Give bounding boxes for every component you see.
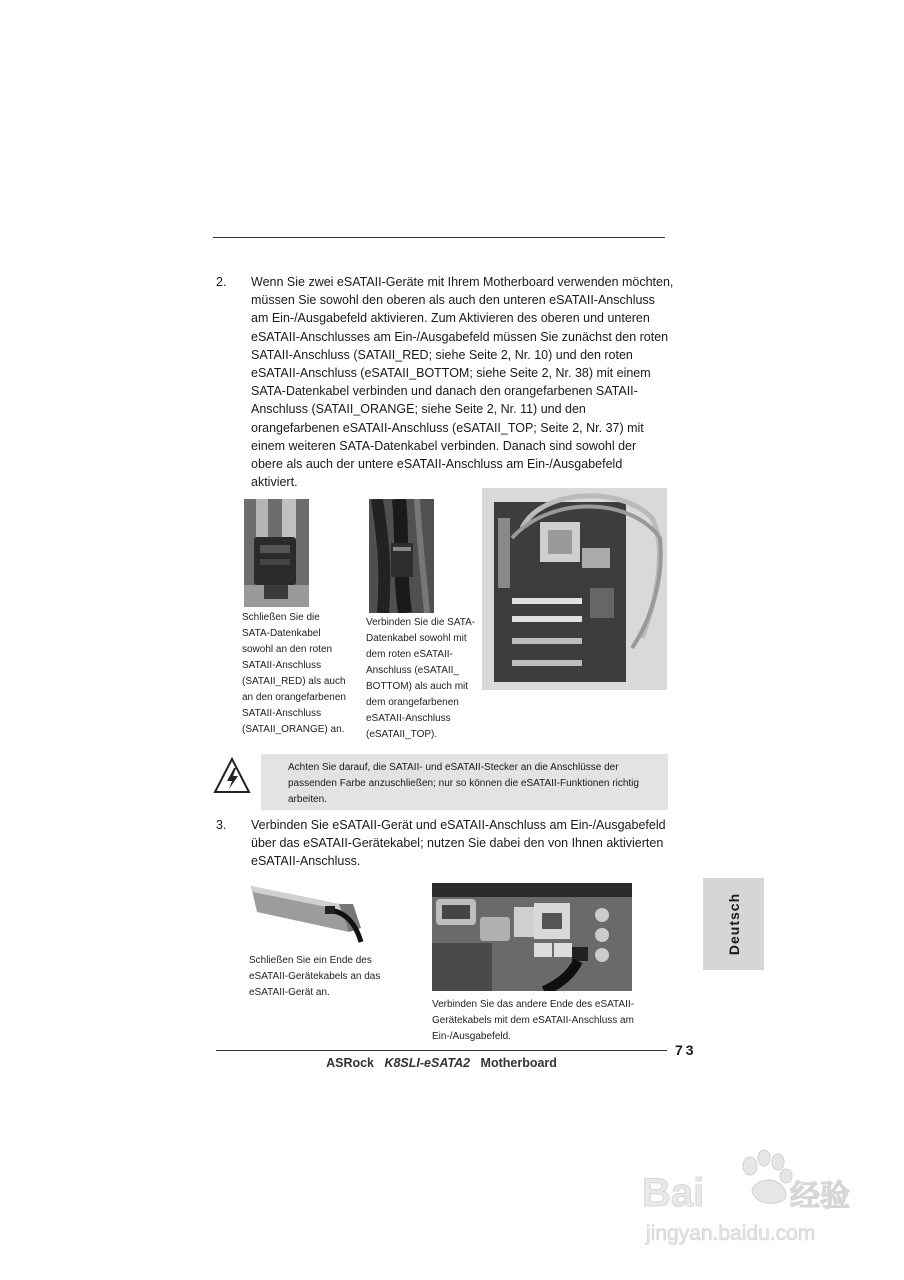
motherboard-photo [482,488,667,690]
item-2-line: orangefarbenen eSATAII-Anschluss (eSATAII_TOP; Seite 2, Nr. 37) mit [251,420,644,435]
item-3-line: Verbinden Sie eSATAII-Gerät und eSATAII-Anschluss am Ein-/Ausgabefeld [251,818,666,832]
caption-line: an den orangefarbenen [242,692,346,703]
top-rule [213,237,665,238]
caption-line: Datenkabel sowohl mit [366,633,467,644]
language-tab-label: Deutsch [725,892,742,956]
caption-line: Verbinden Sie das andere Ende des eSATAII- [432,999,634,1010]
svg-text:Bai: Bai [642,1171,705,1215]
page-number: 73 [675,1042,697,1058]
io-panel-photo [432,883,632,991]
baidu-watermark-logo [640,1140,870,1250]
item-2-line: SATAII-Anschluss (SATAII_RED; siehe Seite 2, Nr. 10) und den roten [251,347,633,362]
item-2-number: 2. [216,275,227,289]
caption-line: eSATAII-Anschluss [366,713,451,724]
warning-text [288,760,666,808]
item-2-line: eSATAII-Anschlusses am Ein-/Ausgabefeld müssen Sie zunächst den roten [251,329,669,344]
footer [216,1056,667,1070]
caption-io-panel [432,997,662,1045]
caption-line: eSATAII-Gerät an. [249,987,330,998]
caption-esata-device [249,953,409,1001]
item-2-line: Wenn Sie zwei eSATAII-Geräte mit Ihrem Motherboard verwenden möchten, [251,275,674,289]
item-2-line: müssen Sie sowohl den oberen als auch den unteren eSATAII-Anschluss [251,293,655,308]
item-2-line: einem weiteren SATA-Datenkabel verbinden. Danach sind sowohl der [251,438,637,453]
item-2-text [251,273,681,491]
caption-sata-connector [242,610,362,738]
caption-line: Schließen Sie ein Ende des [249,955,372,966]
caption-line: Gerätekabels mit dem eSATAII-Anschluss am [432,1015,634,1026]
caption-line: Ein-/Ausgabefeld. [432,1031,511,1042]
warning-line: passenden Farbe anzuschließen; nur so können die eSATAII-Funktionen richtig [288,778,639,789]
caption-line: Schließen Sie die [242,612,320,623]
item-2-line: aktiviert. [251,475,298,490]
item-2-line: eSATAII-Anschluss (eSATAII_BOTTOM; siehe Seite 2, Nr. 38) mit einem [251,366,651,381]
item-3-text [251,816,681,871]
caption-line: Verbinden Sie die SATA- [366,617,476,628]
caption-line: dem roten eSATAII- [366,649,453,660]
esata-cable-photo [369,499,434,613]
item-3-number: 3. [216,818,227,832]
bottom-rule [216,1050,667,1051]
warning-line: arbeiten. [288,794,327,805]
caption-line: SATA-Datenkabel [242,628,321,639]
language-tab [703,878,764,970]
footer-product: Motherboard [480,1056,557,1070]
item-2-line: Anschluss (SATAII_ORANGE; siehe Seite 2, Nr. 11) und den [251,402,586,417]
item-2-line: SATA-Datenkabel verbinden und danach den orangefarbenen SATAII- [251,384,638,399]
caption-esata-cable [366,615,486,743]
item-2-line: am Ein-/Ausgabefeld aktivieren. Zum Aktivieren des oberen und unteren [251,311,650,326]
svg-text:经验: 经验 [790,1180,850,1213]
caption-line: sowohl an den roten [242,644,333,655]
caption-line: SATAII-Anschluss [242,708,322,719]
item-3-line: eSATAII-Anschluss. [251,854,361,869]
caption-line: dem orangefarbenen [366,697,459,708]
caption-line: (eSATAII_TOP). [366,729,438,740]
footer-brand: ASRock [326,1056,375,1070]
warning-line: Achten Sie darauf, die SATAII- und eSATAII-Stecker an die Anschlüsse der [288,762,619,773]
caption-line: BOTTOM) als auch mit [366,681,469,692]
caption-line: Anschluss (eSATAII_ [366,665,459,676]
caption-line: (SATAII_ORANGE) an. [242,724,345,735]
caption-line: SATAII-Anschluss [242,660,322,671]
svg-text:jingyan.baidu.com: jingyan.baidu.com [646,1222,816,1245]
lightning-warning-icon [212,756,252,796]
esata-device-photo [249,882,364,944]
caption-line: (SATAII_RED) als auch [242,676,346,687]
caption-line: eSATAII-Gerätekabels an das [249,971,381,982]
item-3-line: über das eSATAII-Gerätekabel; nutzen Sie dabei den von Ihnen aktivierten [251,836,664,851]
footer-model: K8SLI-eSATA2 [384,1056,471,1070]
sata-connector-photo [244,499,309,607]
item-2-line: obere als auch der untere eSATAII-Anschluss am Ein-/Ausgabefeld [251,457,623,472]
